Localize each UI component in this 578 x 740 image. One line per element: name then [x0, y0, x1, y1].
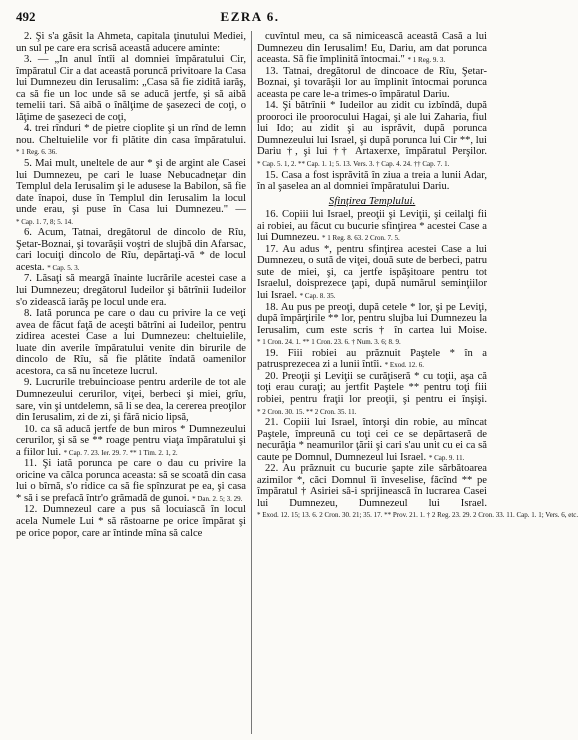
verse-text: 13. Tatnai, dregătorul de dincoace de Rîu, Şetar-Boznai, şi tovarăşii lor au împlinit întocmai porunca aceasta pe care le-a trimes-o împăratul Dariu. [257, 65, 487, 100]
cross-reference: * 1 Reg. 6. 36. [16, 148, 58, 157]
verse-text: cuvîntul meu, ca să nimicească această Casă a lui Dumnezeu din Ierusalim! Eu, Dariu, am dat porunca aceasta. Să fie împlinită întocmai." [257, 31, 487, 66]
verse [16, 308, 246, 377]
verse-text: 7. Lăsaţi să meargă înainte lucrările acestei case a lui Dumnezeu; dregătorul Iudeilor şi bătrînii Iudeilor s'o zidească iarăş pe locul unde era. [16, 273, 246, 308]
book-title: EZRA 6. [220, 9, 280, 24]
verse [257, 31, 487, 66]
cross-reference: * Exod. 12. 15; 13. 6. 2 Cron. 30. 21; 35. 17. ** Prov. 21. 1. † 2 Reg. 23. 29. 2 Cron. 33. 11. Cap. 1. 1; Vers. 6, etc. [257, 511, 578, 520]
section-heading: Sfinţirea Templului. [328, 194, 416, 207]
verse-text: 22. Au prăznuit cu bucurie şapte zile sărbătoarea azimilor *, căci Domnul îi înveselise, făcînd ** pe împăratul † Asiriei să-i sprijinească în lucrarea Casei lui Dumnezeu, Dumnezeul lui Israel. [257, 463, 487, 509]
cross-reference: * 1 Cron. 24. 1. ** 1 Cron. 23. 6. † Num. 3. 6; 8. 9. [257, 338, 401, 347]
verse [257, 244, 487, 302]
page-number: 492 [16, 9, 36, 24]
verse-text: 21. Copiii lui Israel, întorşi din robie, au mîncat Paştele, împreună cu toţi cei ce se depărtaseră de necurăţia * neamurilor ţării şi cari s'au unit cu ei ca să caute pe Domnul, Dumnezeul lui Israel. [257, 417, 487, 463]
verse [16, 424, 246, 459]
verse-text: 4. trei rînduri * de pietre cioplite şi un rînd de lemn nou. Cheltuielile vor fi plătite din casa împăratului. [16, 123, 246, 146]
verse-text: 3. — „In anul întîi al domniei împăratului Cir, împăratul Cir a dat această poruncă privitoare la Casa lui Dumnezeu din Ierusalim: „Casa să fie zidită iarăş, ca să fie un loc unde să se aducă jertfe, şi să aibă temelii tari. Să aibă o înălţime de şasezeci de coţi, o lăţime de şasezeci de coţi, [16, 54, 246, 123]
verse-text: 15. Casa a fost isprăvită în ziua a treia a lunii Adar, în al şaselea an al domniei împăratului Dariu. [257, 169, 487, 193]
verse [16, 504, 246, 539]
left-column [16, 31, 246, 734]
cross-reference: * 1 Reg. 9. 3. [407, 56, 446, 65]
verse [257, 371, 487, 417]
verse [257, 66, 487, 101]
verse [257, 302, 487, 348]
verse-text: 9. Lucrurile trebuincioase pentru arderile de tot ale Dumnezeului cerurilor, viţei, berbeci şi miei, grîu, sare, vin şi untdelemn, să li se dea, la cererea preoţilor din Ierusalim, zi de zi, şi fără nicio lipsă, [16, 377, 246, 424]
verse-text: 20. Preoţii şi Leviţii se curăţiseră * cu toţii, aşa că toţi erau curaţi; au jertfit Paştele ** pentru toţi fiii robiei, pentru fraţii lor preoţii, şi pentru ei înşişi. [257, 370, 487, 405]
verse [16, 458, 246, 504]
verse [257, 209, 487, 244]
cross-reference: * Cap. 7. 23. Ier. 29. 7. ** 1 Tim. 2. 1, 2. [63, 448, 178, 457]
verse [16, 227, 246, 273]
verse [16, 273, 246, 308]
verse-text: 5. Mai mult, uneltele de aur * şi de argint ale Casei lui Dumnezeu, pe cari le luase Nebucadneţar din Templul dela Ierusalim şi le adusese la Babilon, să fie date înapoi, duse în Templul din Ierusalim la locul unde erau, şi puse în Casa lui Dumnezeu." — [16, 158, 246, 216]
right-column [257, 31, 578, 734]
verse-text: 17. Au adus *, pentru sfinţirea acestei Case a lui Dumnezeu, o sută de viţei, două sute de berbeci, patru sute de miei, şi, ca jertfe ispăşitoare pentru tot Israelul, doisprezece ţapi, după numărul seminţiilor lui Israel. [257, 243, 487, 302]
verse [257, 100, 487, 169]
cross-reference: * 1 Reg. 8. 63. 2 Cron. 7. 5. [322, 234, 400, 243]
verse [16, 123, 246, 158]
verse [257, 170, 487, 193]
cross-reference: * Cap. 5. 1, 2. ** Cap. 1. 1; 5. 13. Vers. 3. † Cap. 4. 24. †† Cap. 7. 1. [257, 160, 450, 169]
verse-text: 14. Şi bătrînii * Iudeilor au zidit cu izbîndă, după prooroci ile proorocului Hagai, şi ale lui Zaharia, fiul lui Ido; au zidit şi au isprăvit, după porunca Dumnezeului lui Israel, şi după porunca lui Cir **, lui Dariu †, şi lui †† Artaxerxe, împăratul Perşilor. [257, 100, 487, 158]
cross-reference: * Dan. 2. 5; 3. 29. [192, 494, 243, 503]
verse-text: 18. Au pus pe preoţi, după cetele * lor, şi pe Leviţi, după împărţirile ** lor, pentru slujba lui Dumnezeu la Ierusalim, cum este scris † în cartea lui Moise. [257, 301, 487, 336]
verse [257, 348, 487, 371]
verse-text: 8. Iată porunca pe care o dau cu privire la ce veţi avea de făcut faţă de aceşti bătrîni ai Iudeilor, pentru zidirea acestei Case a lui Dumnezeu: cheltuielile, luate din averile împăratului venite din birurile de dincolo de Rîu, să fie plătite îndată oamenilor acestora, ca să nu înceteze lucrul. [16, 308, 246, 377]
verse-text: 6. Acum, Tatnai, dregătorul de dincolo de Rîu, Şetar-Boznai, şi tovarăşii voştri de slujbă din Afarsac, cari locuiţi dincolo de Rîu, depărtaţi-vă * de locul acesta. [16, 227, 246, 273]
cross-reference: * Exod. 12. 6. [384, 361, 424, 370]
verse-text: 12. Dumnezeul care a pus să locuiască în locul acela Numele Lui * să răstoarne pe orice împărat şi pe orice popor, care ar întinde mîna să calce [16, 504, 246, 539]
verse [16, 31, 246, 54]
cross-reference: * Cap. 5. 3. [47, 263, 80, 272]
verse-text: 10. ca să aducă jertfe de bun miros * Dumnezeului cerurilor, şi să se ** roage pentru viaţa împăratului şi a fiilor lui. [16, 423, 246, 458]
verse-text: 11. Şi iată porunca pe care o dau cu privire la oricine va călca porunca aceasta: să se scoată din casa lui o bîrnă, s'o ridice ca să fie spînzurat pe ea, şi casa * să i se prefacă într'o grămadă de gunoi. [16, 458, 246, 504]
page-header [14, 9, 486, 27]
cross-reference: * 2 Cron. 30. 15. ** 2 Cron. 35. 11. [257, 407, 357, 416]
verse [257, 463, 578, 521]
verse [16, 158, 246, 227]
verse [257, 417, 487, 463]
cross-reference: * Cap. 8. 35. [299, 292, 336, 301]
verse-text: 2. Şi s'a găsit la Ahmeta, capitala ţinutului Mediei, un sul pe care era scrisă această aducere aminte: [16, 31, 246, 54]
column-divider [251, 31, 252, 734]
verse [16, 377, 246, 423]
verse-text: 16. Copiii lui Israel, preoţii şi Leviţii, şi ceilalţi fii ai robiei, au făcut cu bucurie sfinţirea * acestei Case a lui Dumnezeu. [257, 209, 487, 244]
cross-reference: * Cap. 1. 7, 8; 5. 14. [16, 217, 73, 226]
verse-text: 19. Fiii robiei au prăznuit Paştele * în a patrusprezecea zi a lunii întîi. [257, 347, 487, 371]
cross-reference: * Cap. 9. 11. [428, 453, 465, 462]
verse [16, 54, 246, 123]
